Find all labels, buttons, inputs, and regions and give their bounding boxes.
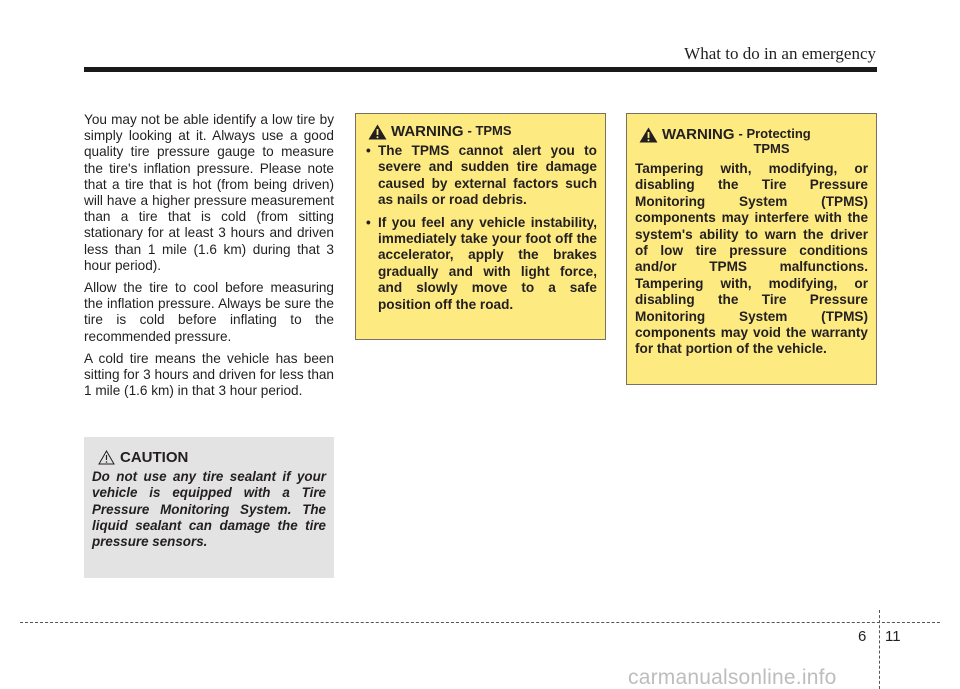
watermark: carmanualsonline.info <box>628 666 837 689</box>
warning-tpms-box <box>355 113 606 340</box>
warning-label: WARNING <box>662 126 735 143</box>
caution-text: Do not use any tire sealant if your vehicle is equipped with a Tire Pressure Monitoring System. The liquid sealant can damage the tire pressure sensors. <box>92 469 326 550</box>
chapter-number: 6 <box>858 628 867 645</box>
warning-subtitle-line2: TPMS <box>753 141 790 156</box>
caution-heading <box>98 449 326 466</box>
body-paragraph-1: You may not be able identify a low tire by simply looking at it. Always use a good quality tire pressure gauge to measure the tire's inflation pressure. Please note that a tire that is hot (from being driven) will have a higher pressure measurement than a tire that is cold (from sitting stationary for at least 3 hours and driven less than 1 mile (1.6 km) during that 3 hour period). <box>84 112 334 273</box>
page-number: 11 <box>885 628 901 645</box>
list-item: • If you feel any vehicle instability, immediately take your foot off the accelerator, apply the brakes gradually and with light force, and slowly move to a safe position off the road. <box>364 215 597 313</box>
warning-protecting-box <box>626 113 877 385</box>
header-rule <box>84 67 877 72</box>
warning-triangle-icon <box>639 126 658 143</box>
warning-label: WARNING <box>391 123 464 140</box>
footer-divider <box>879 610 880 689</box>
warning-tpms-heading <box>368 123 597 140</box>
body-paragraph-2: Allow the tire to cool before measuring the inflation pressure. Always be sure the tire is cold before inflating to the recommended pressure. <box>84 280 334 344</box>
caution-triangle-icon <box>98 450 115 465</box>
warning-subtitle: - TPMS <box>467 123 512 138</box>
body-paragraph-3: A cold tire means the vehicle has been sitting for 3 hours and driven for less than 1 mile (1.6 km) in that 3 hour period. <box>84 350 334 399</box>
warning-tpms-list <box>364 143 597 313</box>
warning-subtitle: - Protecting <box>738 126 811 141</box>
list-item: • The TPMS cannot alert you to severe and sudden tire damage caused by external factors such as nails or road debris. <box>364 143 597 209</box>
warning-triangle-icon <box>368 123 387 140</box>
caution-box <box>84 437 334 578</box>
footer-rule <box>20 622 940 623</box>
warning-protecting-text: Tampering with, modifying, or disabling the Tire Pressure Monitoring System (TPMS) components may interfere with the system's ability to warn the driver of low tire pressure conditions and/or TPMS malfunctions. Tampering with, modifying, or disabling the Tire Pressure Monitoring System (TPMS) components may void the warranty for that portion of the vehicle. <box>635 161 868 357</box>
section-title: What to do in an emergency <box>684 44 876 63</box>
caution-title: CAUTION <box>120 449 189 466</box>
body-text-column <box>84 112 334 405</box>
